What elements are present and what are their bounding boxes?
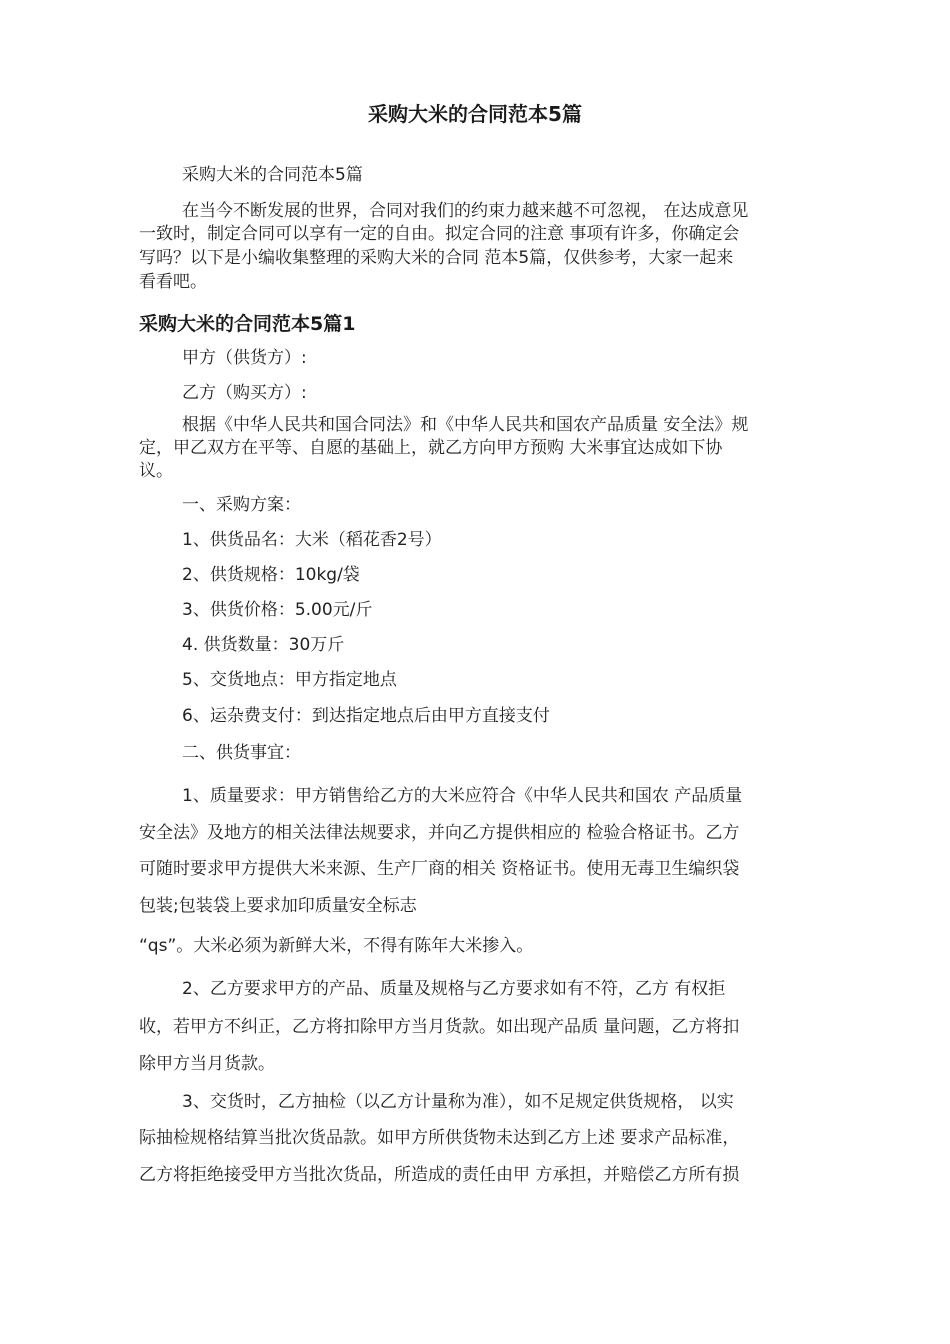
document-title: 采购大米的合同范本5篇 [368,102,582,126]
party-b-label: 乙方（购买方）: [182,383,307,403]
clause-line: 除甲方当月货款。 [139,1054,275,1074]
intro-line: 写吗？以下是小编收集整理的采购大米的合同 范本5篇，仅供参考，大家一起来 [139,248,734,268]
intro-line: 看看吧。 [139,272,207,292]
plan-heading: 一、采购方案： [182,495,301,515]
party-a-label: 甲方（供货方）: [182,348,307,368]
clause-line: 3、交货时，乙方抽检（以乙方计量称为准），如不足规定供货规格， 以实 [182,1092,734,1112]
supply-heading: 二、供货事宜： [182,743,301,763]
plan-item: 6、运杂费支付：到达指定地点后由甲方直接支付 [182,706,550,726]
clause-line: 乙方将拒绝接受甲方当批次货品，所造成的责任由甲 方承担，并赔偿乙方所有损 [139,1165,740,1185]
plan-item: 2、供货规格：10kg/袋 [182,565,360,585]
clause-line: “qs”。大米必须为新鲜大米，不得有陈年大米掺入。 [139,936,534,956]
clause-line: 2、乙方要求甲方的产品、质量及规格与乙方要求如有不符，乙方 有权拒 [182,979,726,999]
basis-line: 根据《中华人民共和国合同法》和《中华人民共和国农产品质量 安全法》规 [182,415,749,435]
plan-item: 3、供货价格：5.00元/斤 [182,600,373,620]
section-heading: 采购大米的合同范本5篇1 [139,313,356,335]
intro-line: 一致时，制定合同可以享有一定的自由。拟定合同的注意 事项有许多，你确定会 [139,224,740,244]
document-subtitle: 采购大米的合同范本5篇 [182,165,363,185]
plan-item: 1、供货品名：大米（稻花香2号） [182,530,442,550]
clause-line: 安全法》及地方的相关法律法规要求，并向乙方提供相应的 检验合格证书。乙方 [139,823,740,843]
clause-line: 可随时要求甲方提供大米来源、生产厂商的相关 资格证书。使用无毒卫生编织袋 [139,859,740,879]
clause-line: 包装;包装袋上要求加印质量安全标志 [139,896,417,916]
basis-line: 定，甲乙双方在平等、自愿的基础上，就乙方向甲方预购 大米事宜达成如下协 [139,438,723,458]
clause-line: 1、质量要求：甲方销售给乙方的大米应符合《中华人民共和国农 产品质量 [182,786,743,806]
plan-item: 4. 供货数量：30万斤 [182,635,345,655]
intro-line: 在当今不断发展的世界，合同对我们的约束力越来越不可忽视， 在达成意见 [182,201,749,221]
plan-item: 5、交货地点：甲方指定地点 [182,670,397,690]
clause-line: 收，若甲方不纠正，乙方将扣除甲方当月货款。如出现产品质 量问题，乙方将扣 [139,1017,740,1037]
clause-line: 际抽检规格结算当批次货品款。如甲方所供货物未达到乙方上述 要求产品标准， [139,1128,740,1148]
basis-line: 议。 [139,461,173,481]
